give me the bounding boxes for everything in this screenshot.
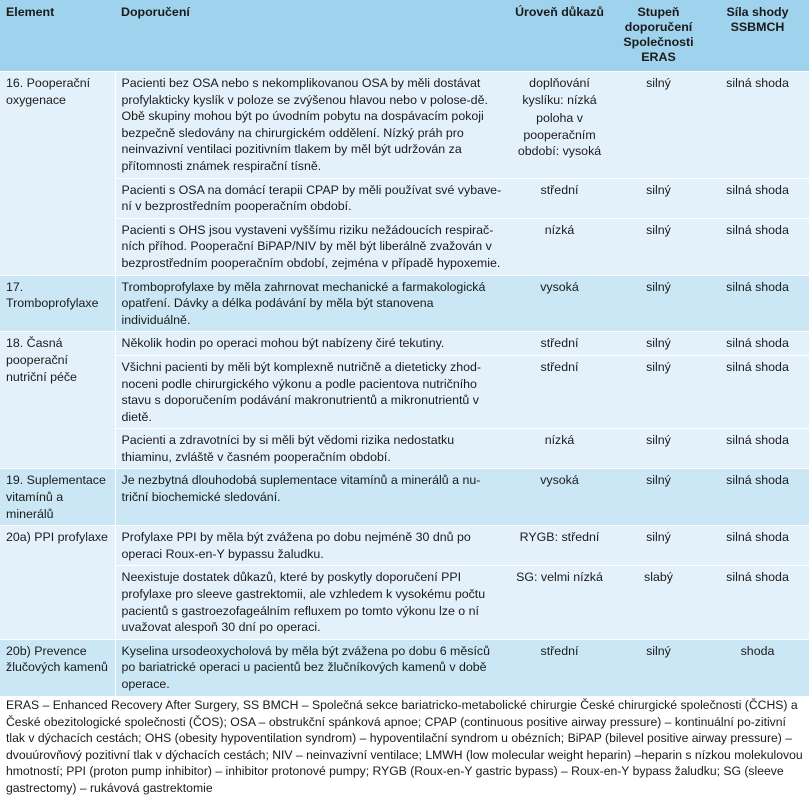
agreement-cell: silná shoda	[706, 469, 809, 526]
header-recommendation: Doporučení	[115, 0, 508, 72]
recommendation-cell: Pacienti s OHS jsou vystaveni vyššímu riziku nežádoucích respirač-ních příhod. Pooperační BiPAP/NIV by měl být liberálně zvažován v bezprostředním pooperačním období, zejména v případě hypoxemie.	[115, 218, 508, 275]
evidence-level: SG: velmi nízká	[516, 570, 603, 585]
evidence-cell	[508, 72, 611, 179]
evidence-cell	[508, 566, 611, 639]
table-row	[0, 469, 809, 526]
grade-cell: silný	[611, 526, 706, 566]
evidence-cell	[508, 429, 611, 469]
recommendation-cell: Pacienti bez OSA nebo s nekomplikovanou OSA by měli dostávat profylakticky kyslík v poloze se zvýšenou hlavou nebo v polose-dě. Obě skupiny mohou být po úvodním pobytu na dospávacím pokoji bezpečně sledovány na chirurgickém oddělení. Nízký práh pro neinvazivní ventilaci pozitivním tlakem by měl být udržován za přítomnosti známek respirační tísně.	[115, 72, 508, 179]
recommendation-cell: Pacienti a zdravotníci by si měli být vědomi rizika nedostatku thiaminu, zvláště v časném pooperačním období.	[115, 429, 508, 469]
element-cell: 16. Pooperační oxygenace	[0, 72, 115, 276]
recommendation-cell: Profylaxe PPI by měla být zvážena po dobu nejméně 30 dnů po operaci Roux-en-Y bypassu žaludku.	[115, 526, 508, 566]
agreement-cell: silná shoda	[706, 332, 809, 356]
agreement-cell: silná shoda	[706, 178, 809, 218]
table-row	[0, 355, 809, 428]
grade-cell: silný	[611, 72, 706, 179]
evidence-level: RYGB: střední	[519, 530, 600, 545]
recommendation-cell: Neexistuje dostatek důkazů, které by poskytly doporučení PPI profylaxe pro sleeve gastrektomii, ale vzhledem k vysokému počtu pacientů s gastroezofageálním refluxem po tomto výkonu lze o ní uvažovat alespoň 30 dní po operaci.	[115, 566, 508, 639]
evidence-cell	[508, 355, 611, 428]
grade-cell: slabý	[611, 566, 706, 639]
agreement-cell: silná shoda	[706, 218, 809, 275]
element-cell: 20b) Prevence žlučových kamenů	[0, 639, 115, 695]
table-row	[0, 526, 809, 566]
grade-cell: silný	[611, 178, 706, 218]
grade-cell: silný	[611, 218, 706, 275]
evidence-level: vysoká	[540, 279, 579, 294]
evidence-cell	[508, 218, 611, 275]
evidence-cell	[508, 275, 611, 332]
agreement-cell: silná shoda	[706, 429, 809, 469]
grade-cell: silný	[611, 429, 706, 469]
recommendation-cell: Je nezbytná dlouhodobá suplementace vitamínů a minerálů a nu-triční biochemické sledování.	[115, 469, 508, 526]
table-row	[0, 332, 809, 356]
grade-cell: silný	[611, 332, 706, 356]
table-row	[0, 178, 809, 218]
table-row	[0, 429, 809, 469]
table-row	[0, 218, 809, 275]
table-row	[0, 72, 809, 179]
evidence-level: vysoká	[540, 473, 579, 488]
evidence-level: střední	[540, 359, 579, 374]
element-cell: 17. Tromboprofylaxe	[0, 275, 115, 332]
agreement-cell: silná shoda	[706, 526, 809, 566]
evidence-level: nízká	[544, 433, 575, 448]
element-cell: 18. Časná pooperační nutriční péče	[0, 332, 115, 469]
header-element: Element	[0, 0, 115, 72]
evidence-level: střední	[540, 336, 579, 351]
evidence-cell	[508, 639, 611, 695]
grade-cell: silný	[611, 639, 706, 695]
grade-cell: silný	[611, 469, 706, 526]
evidence-level: doplňování kyslíku: nízká	[522, 76, 597, 107]
footnote	[6, 697, 806, 797]
evidence-cell	[508, 526, 611, 566]
header-evidence: Úroveň důkazů	[508, 0, 611, 72]
agreement-cell: silná shoda	[706, 275, 809, 332]
table-header	[0, 0, 809, 72]
header-grade: Stupeň doporučení Společnosti ERAS	[611, 0, 706, 72]
agreement-cell: silná shoda	[706, 566, 809, 639]
recommendation-cell: Kyselina ursodeoxycholová by měla být zvážena po dobu 6 měsíců po bariatrické operaci u pacientů bez žlučníkových kamenů v době operace.	[115, 639, 508, 695]
agreement-cell: silná shoda	[706, 72, 809, 179]
recommendation-cell: Několik hodin po operaci mohou být nabízeny čiré tekutiny.	[115, 332, 508, 356]
table-row	[0, 639, 809, 695]
evidence-level: střední	[540, 182, 579, 197]
grade-cell: silný	[611, 275, 706, 332]
recommendation-cell: Tromboprofylaxe by měla zahrnovat mechanické a farmakologická opatření. Dávky a délka podávání by měla být stanovena individuálně.	[115, 275, 508, 332]
evidence-level: poloha v pooperačním období: vysoká	[517, 111, 602, 159]
table-row	[0, 275, 809, 332]
header-agreement: Síla shody SSBMCH	[706, 0, 809, 72]
agreement-cell: silná shoda	[706, 355, 809, 428]
agreement-cell: shoda	[706, 639, 809, 695]
evidence-level: střední	[540, 643, 579, 658]
evidence-cell	[508, 332, 611, 356]
footnote-text: ERAS – Enhanced Recovery After Surgery, SS BMCH – Společná sekce bariatricko-metabolické chirurgie České chirurgické společnosti (ČCHS) a České obezitologické společnosti (ČOS); OSA – obstrukční spánková apnoe; CPAP (continuous positive airway pressure) – kontinuální po-zitivní tlak v dýchacích cestách; OHS (obesity hypoventilation syndrom) – hypoventilační syndrom u obézních; BiPAP (bilevel positive airway pressure) – dvouúrovňový pozitivní tlak v dýchacích cestách; NIV – neinvazivní ventilace; LMWH (low molecular weight heparin) –heparin s nízkou molekulovou hmotností; PPI (proton pump inhibitor) – inhibitor protonové pumpy; RYGB (Roux-en-Y gastric bypass) – Roux-en-Y bypass žaludku; SG (sleeve gastrectomy) – rukávová gastrektomie	[6, 698, 803, 795]
element-cell: 20a) PPI profylaxe	[0, 526, 115, 640]
evidence-level: nízká	[544, 222, 575, 237]
element-cell: 19. Suplementace vitamínů a minerálů	[0, 469, 115, 526]
recommendation-cell: Pacienti s OSA na domácí terapii CPAP by měli používat své vybave-ní v bezprostředním pooperačním období.	[115, 178, 508, 218]
table-row	[0, 566, 809, 639]
evidence-cell	[508, 178, 611, 218]
evidence-cell	[508, 469, 611, 526]
table-body	[0, 72, 809, 696]
recommendation-cell: Všichni pacienti by měli být komplexně nutričně a dieteticky zhod-noceni podle chirurgického výkonu a podle pacientova nutričního stavu s doporučením podávání makronutrientů a mikronutrientů v dietě.	[115, 355, 508, 428]
grade-cell: silný	[611, 355, 706, 428]
